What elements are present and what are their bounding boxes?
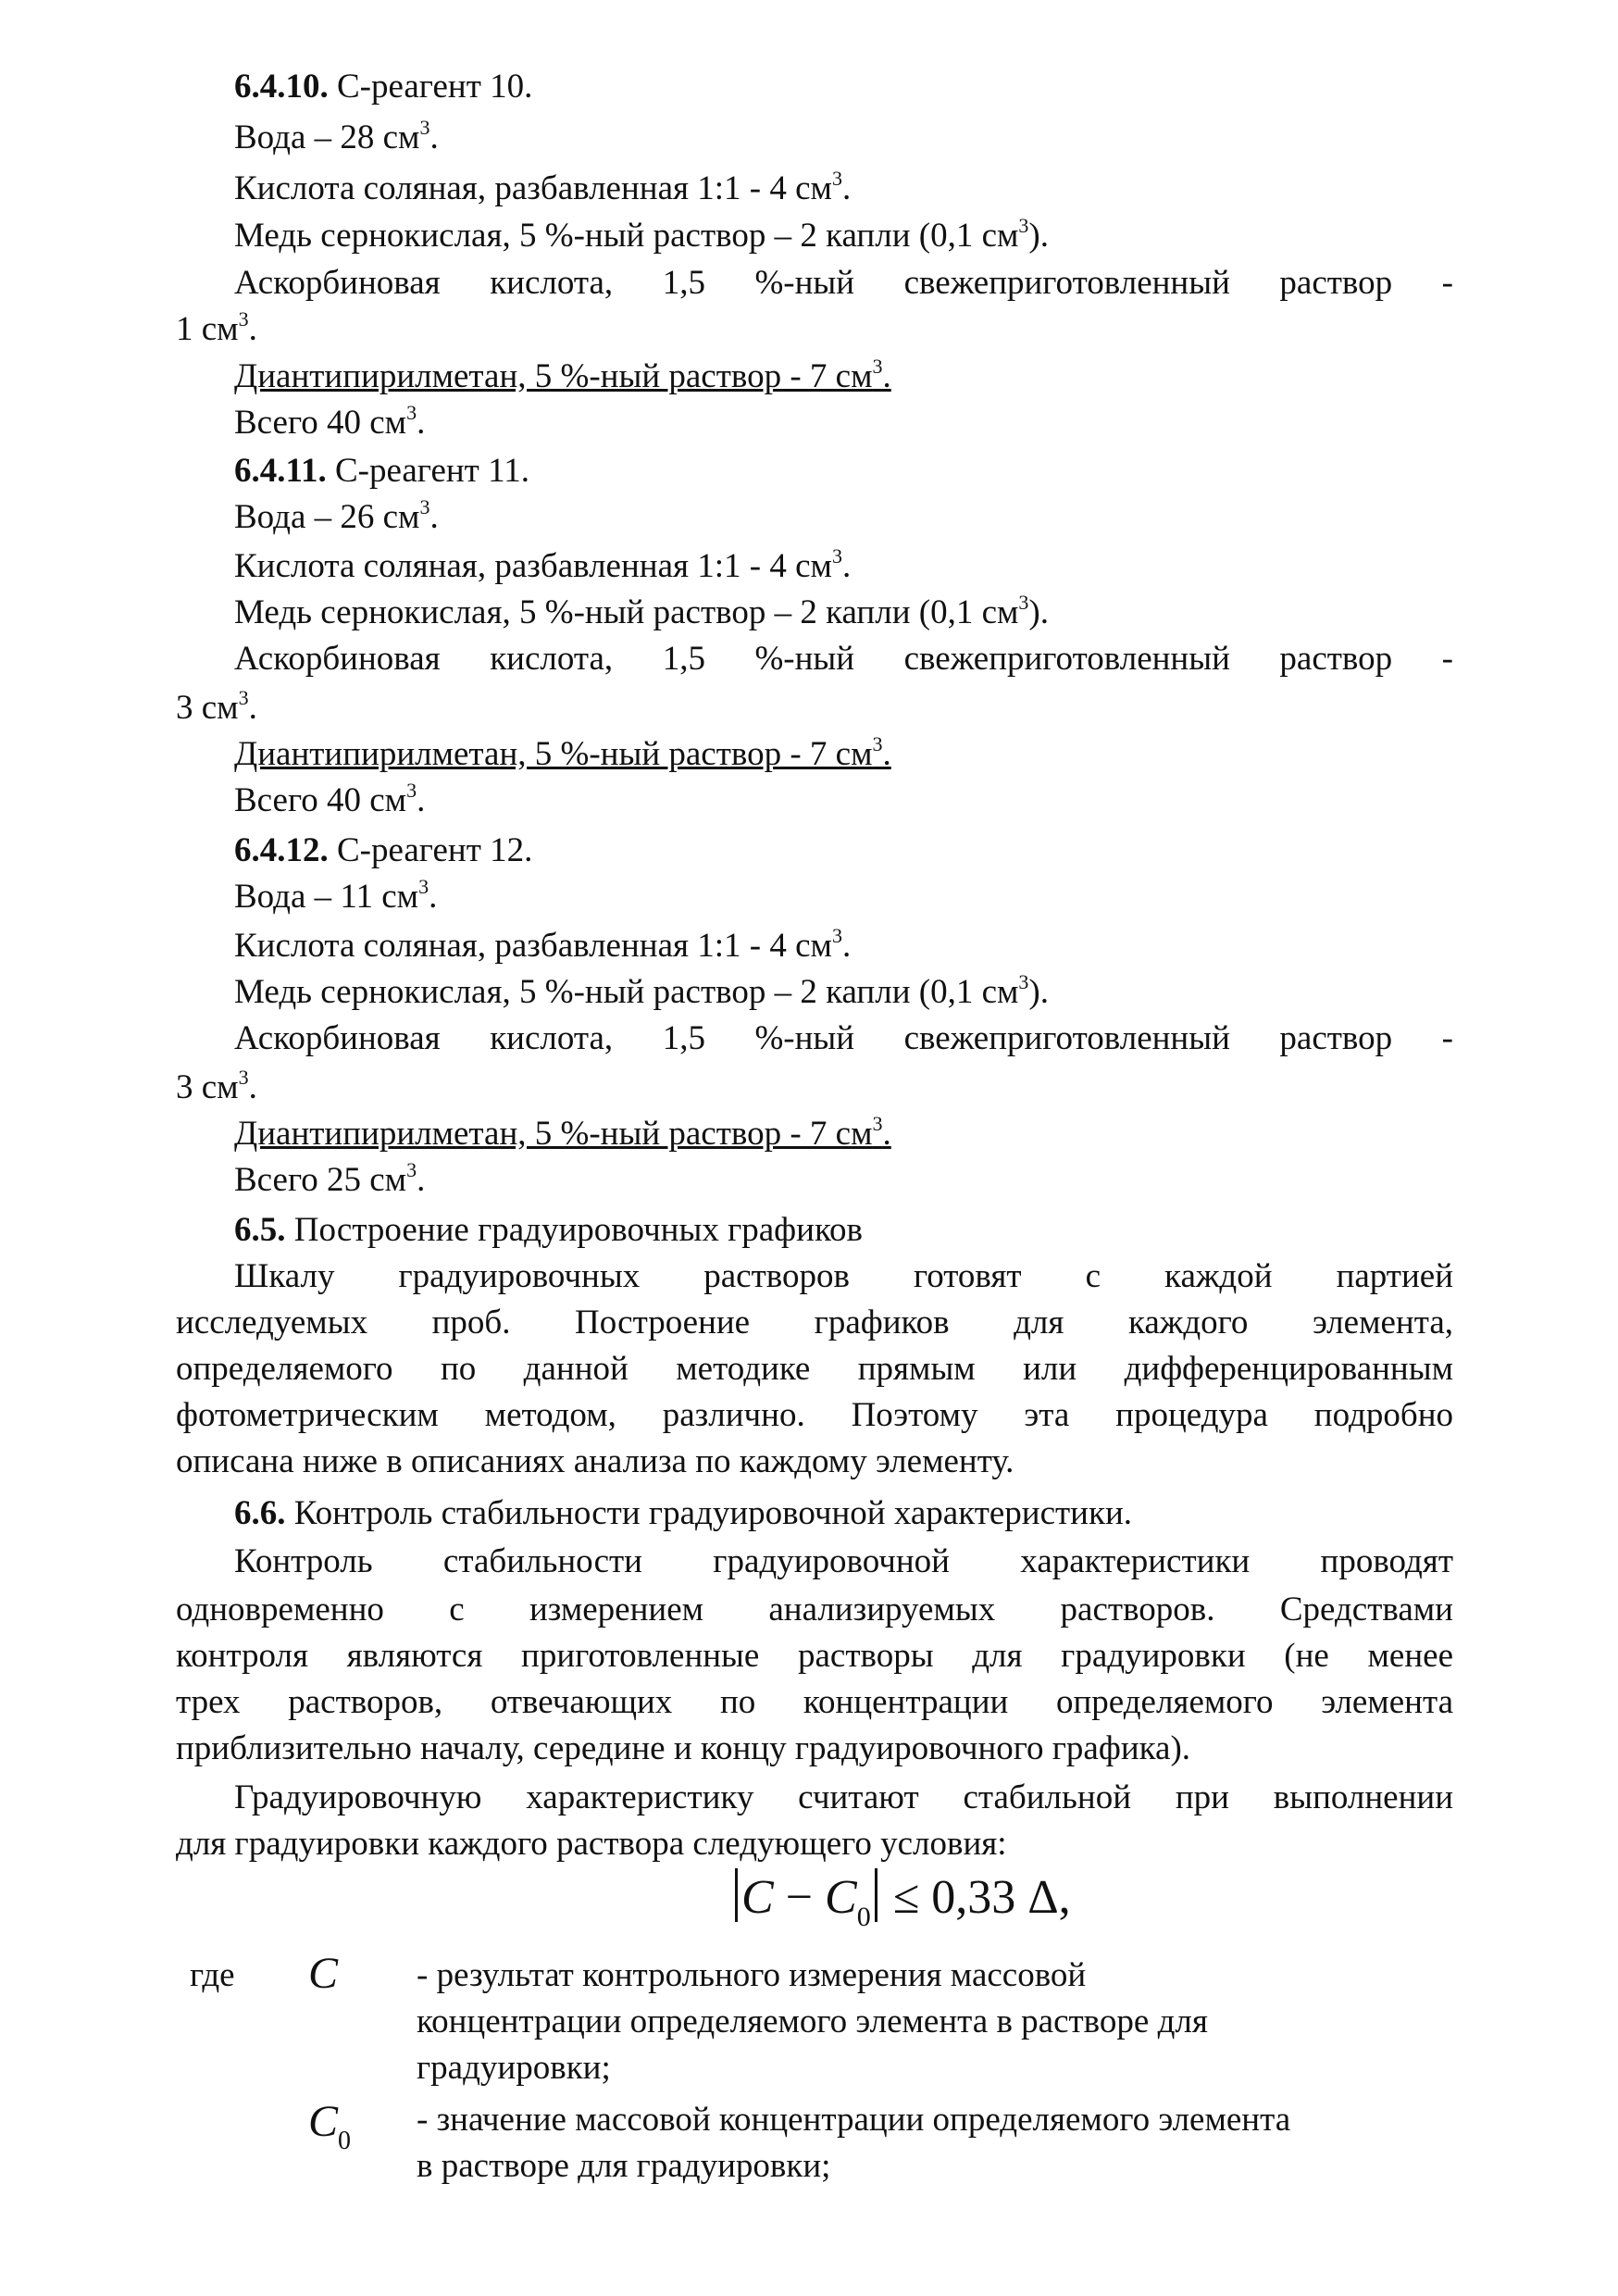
acid-line xyxy=(234,926,851,970)
superscript: 3 xyxy=(406,1158,417,1181)
total-text: Всего 40 см xyxy=(234,404,407,442)
symbol-c0 xyxy=(308,2096,352,2155)
superscript: 3 xyxy=(238,686,249,709)
copper-end: ). xyxy=(1028,593,1049,631)
superscript: 3 xyxy=(1018,591,1029,614)
dot: . xyxy=(248,310,257,348)
symbol-c0-letter: C xyxy=(308,2097,339,2146)
dot: . xyxy=(882,1115,891,1153)
superscript: 3 xyxy=(418,875,429,898)
heading-6-4-11 xyxy=(234,451,529,492)
heading-6-4-10 xyxy=(234,67,532,107)
paragraph-line: определяемого по данной методике прямым или дифференцированным xyxy=(176,1350,1453,1388)
ascorbic-continuation xyxy=(176,688,257,732)
heading-6-4-12 xyxy=(234,830,532,871)
paragraph-line: исследуемых проб. Построение графиков для каждого элемента, xyxy=(176,1304,1453,1341)
ascorbic-cont-text: 1 см xyxy=(176,310,239,348)
dot: . xyxy=(841,547,852,585)
dot: . xyxy=(248,1068,257,1106)
paragraph-line: Шкалу градуировочных растворов готовят с каждой партией xyxy=(234,1257,1453,1295)
superscript: 3 xyxy=(419,116,430,139)
superscript: 3 xyxy=(406,401,417,424)
dianti-text: Диантипирилметан, 5 %-ный раствор - 7 см xyxy=(234,735,873,773)
heading-6-5 xyxy=(234,1210,863,1251)
heading-number: 6.4.10. xyxy=(234,68,329,106)
superscript: 3 xyxy=(406,779,417,802)
copper-end: ). xyxy=(1028,973,1049,1011)
superscript: 3 xyxy=(831,544,842,568)
total-line xyxy=(234,780,425,825)
dianti-text: Диантипирилметан, 5 %-ный раствор - 7 см xyxy=(234,1115,873,1153)
copper-text: Медь сернокислая, 5 %-ный раствор – 2 капли (0,1 см xyxy=(234,973,1019,1011)
superscript: 3 xyxy=(831,924,842,947)
total-line xyxy=(234,1160,425,1204)
dianti-line xyxy=(234,356,891,401)
definition-c-line3: градуировки; xyxy=(417,2049,611,2087)
copper-line xyxy=(234,593,1049,637)
paragraph-line: фотометрическим методом, различно. Поэтому эта процедура подробно xyxy=(176,1396,1453,1434)
acid-text: Кислота соляная, разбавленная 1:1 - 4 см xyxy=(234,169,832,207)
ascorbic-cont-text: 3 см xyxy=(176,1068,239,1106)
total-line xyxy=(234,403,425,447)
paragraph-line: для градуировки каждого раствора следующего условия: xyxy=(176,1825,1007,1863)
definition-c0-line2: в растворе для градуировки; xyxy=(417,2147,831,2185)
acid-text: Кислота соляная, разбавленная 1:1 - 4 см xyxy=(234,927,832,965)
heading-number: 6.4.11. xyxy=(234,452,327,490)
acid-text: Кислота соляная, разбавленная 1:1 - 4 см xyxy=(234,547,832,585)
dianti-line xyxy=(234,1114,891,1158)
dot: . xyxy=(429,498,439,536)
water-text: Вода – 28 см xyxy=(234,119,420,156)
water-text: Вода – 26 см xyxy=(234,498,420,536)
where-label: где xyxy=(190,1956,235,1994)
dot: . xyxy=(841,927,852,965)
copper-text: Медь сернокислая, 5 %-ный раствор – 2 капли (0,1 см xyxy=(234,217,1019,255)
water-line xyxy=(234,118,439,162)
formula-c0-subscript: 0 xyxy=(856,1902,871,1932)
heading-number: 6.5. xyxy=(234,1211,286,1249)
abs-bar-right xyxy=(875,1868,877,1922)
ascorbic-line: Аскорбиновая кислота, 1,5 %-ный свежеприготовленный раствор - xyxy=(234,264,1453,302)
heading-text: С-реагент 11. xyxy=(326,452,529,490)
dot: . xyxy=(248,689,257,727)
definition-c0-line1: - значение массовой концентрации определяемого элемента xyxy=(417,2101,1291,2139)
dot: . xyxy=(417,1161,426,1199)
total-text: Всего 40 см xyxy=(234,781,407,819)
heading-text: С-реагент 12. xyxy=(328,831,533,869)
formula-c0: C xyxy=(825,1871,857,1924)
dianti-line xyxy=(234,734,891,779)
dot: . xyxy=(882,357,891,395)
heading-number: 6.4.12. xyxy=(234,831,329,869)
definition-c-line2: концентрации определяемого элемента в растворе для xyxy=(417,2003,1208,2040)
ascorbic-line: Аскорбиновая кислота, 1,5 %-ный свежеприготовленный раствор - xyxy=(234,1019,1453,1057)
superscript: 3 xyxy=(872,732,883,755)
acid-line xyxy=(234,168,851,213)
formula-c: C xyxy=(741,1871,774,1924)
copper-text: Медь сернокислая, 5 %-ный раствор – 2 капли (0,1 см xyxy=(234,593,1019,631)
paragraph-line: контроля являются приготовленные растворы для градуировки (не менее xyxy=(176,1637,1453,1675)
water-line xyxy=(234,497,439,542)
superscript: 3 xyxy=(238,307,249,331)
copper-end: ). xyxy=(1028,217,1049,255)
superscript: 3 xyxy=(872,355,883,378)
copper-line xyxy=(234,216,1049,260)
acid-line xyxy=(234,546,851,591)
symbol-c: C xyxy=(308,1949,339,1998)
dot: . xyxy=(417,404,426,442)
dot: . xyxy=(429,878,438,916)
dot: . xyxy=(882,735,891,773)
dot: . xyxy=(417,781,426,819)
dianti-text: Диантипирилметан, 5 %-ный раствор - 7 см xyxy=(234,357,873,395)
ascorbic-continuation xyxy=(176,1067,257,1112)
water-line xyxy=(234,877,437,921)
formula-minus: − xyxy=(773,1871,826,1924)
heading-6-6 xyxy=(234,1493,1132,1534)
heading-number: 6.6. xyxy=(234,1494,286,1532)
paragraph-line: трех растворов, отвечающих по концентрации определяемого элемента xyxy=(176,1683,1453,1721)
ascorbic-line: Аскорбиновая кислота, 1,5 %-ный свежеприготовленный раствор - xyxy=(234,640,1453,678)
copper-line xyxy=(234,972,1049,1017)
paragraph-line: приблизительно началу, середине и концу градуировочного графика). xyxy=(176,1729,1191,1767)
ascorbic-continuation xyxy=(176,309,257,354)
heading-text: Контроль стабильности градуировочной характеристики. xyxy=(285,1494,1133,1532)
dot: . xyxy=(841,169,852,207)
ascorbic-cont-text: 3 см xyxy=(176,689,239,727)
definition-c-line1: - результат контрольного измерения массовой xyxy=(417,1956,1087,1994)
paragraph-line: Контроль стабильности градуировочной характеристики проводят xyxy=(234,1542,1453,1580)
formula-rhs: ≤ 0,33 Δ, xyxy=(880,1871,1071,1924)
superscript: 3 xyxy=(831,167,842,190)
superscript: 3 xyxy=(238,1066,249,1089)
paragraph-line: Градуировочную характеристику считают стабильной при выполнении xyxy=(234,1778,1453,1816)
heading-text: С-реагент 10. xyxy=(328,68,533,106)
dot: . xyxy=(429,119,439,156)
superscript: 3 xyxy=(1018,970,1029,993)
symbol-c0-subscript: 0 xyxy=(338,2127,352,2155)
paragraph-line: описана ниже в описаниях анализа по каждому элементу. xyxy=(176,1442,1014,1480)
abs-bar-left xyxy=(735,1868,738,1922)
water-text: Вода – 11 см xyxy=(234,878,419,916)
superscript: 3 xyxy=(419,495,430,518)
paragraph-line: одновременно с измерением анализируемых растворов. Средствами xyxy=(176,1591,1453,1628)
heading-text: Построение градуировочных графиков xyxy=(285,1211,864,1249)
superscript: 3 xyxy=(872,1112,883,1135)
superscript: 3 xyxy=(1018,214,1029,237)
stability-formula xyxy=(731,1868,1071,1932)
total-text: Всего 25 см xyxy=(234,1161,407,1199)
